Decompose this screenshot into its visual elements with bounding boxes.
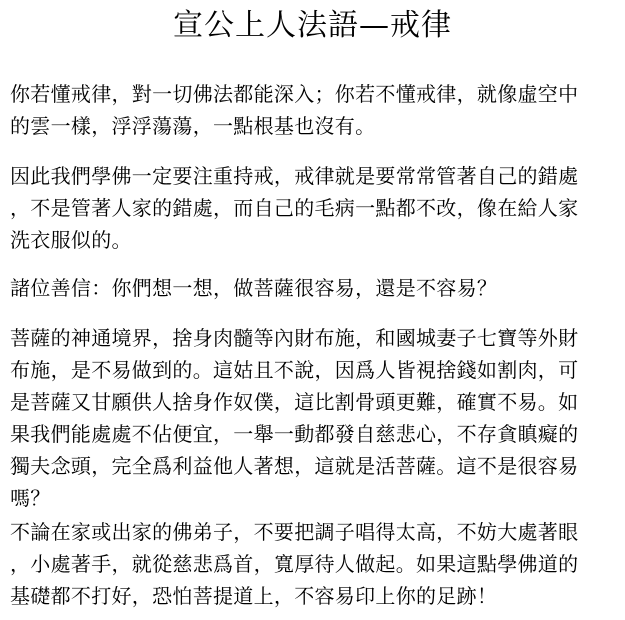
paragraph-line: 果我們能處處不佔便宜，一舉一動都發自慈悲心，不存貪瞋癡的: [10, 422, 579, 446]
paragraph-3: [10, 272, 615, 304]
paragraph-line: 基礎都不打好，恐怕菩提道上，不容易印上你的足跡！: [10, 584, 498, 608]
paragraph-line: 的雲一樣，浮浮蕩蕩，一點根基也沒有。: [10, 114, 376, 138]
paragraph-line: ，小處著手，就從慈悲爲首，寬厚待人做起。如果這點學佛道的: [10, 552, 579, 576]
paragraph-1: [10, 78, 615, 142]
paragraph-line: 是菩薩又甘願供人捨身作奴僕，這比割骨頭更難，確實不易。如: [10, 390, 579, 414]
paragraph-5: [10, 516, 615, 612]
paragraph-line: ，不是管著人家的錯處，而自己的毛病一點都不改，像在給人家: [10, 196, 579, 220]
paragraph-line: 布施，是不易做到的。這姑且不說，因爲人皆視捨錢如割肉，可: [10, 358, 579, 382]
paragraph-line: 因此我們學佛一定要注重持戒，戒律就是要常常管著自己的錯處: [10, 164, 579, 188]
paragraph-line: 菩薩的神通境界，捨身肉髓等內財布施，和國城妻子七寶等外財: [10, 326, 579, 350]
paragraph-line: 嗎？: [10, 486, 51, 510]
paragraph-line: 不論在家或出家的佛弟子，不要把調子唱得太高，不妨大處著眼: [10, 520, 579, 544]
page-title: 宣公上人法語—戒律: [173, 8, 452, 43]
paragraph-line: 諸位善信：你們想一想，做菩薩很容易，還是不容易？: [10, 276, 498, 300]
paragraph-line: 你若懂戒律，對一切佛法都能深入；你若不懂戒律，就像虛空中: [10, 82, 579, 106]
paragraph-2: [10, 160, 615, 256]
paragraph-line: 洗衣服似的。: [10, 228, 132, 252]
paragraph-line: 獨夫念頭，完全爲利益他人著想，這就是活菩薩。這不是很容易: [10, 454, 579, 478]
paragraph-4: [10, 322, 615, 514]
